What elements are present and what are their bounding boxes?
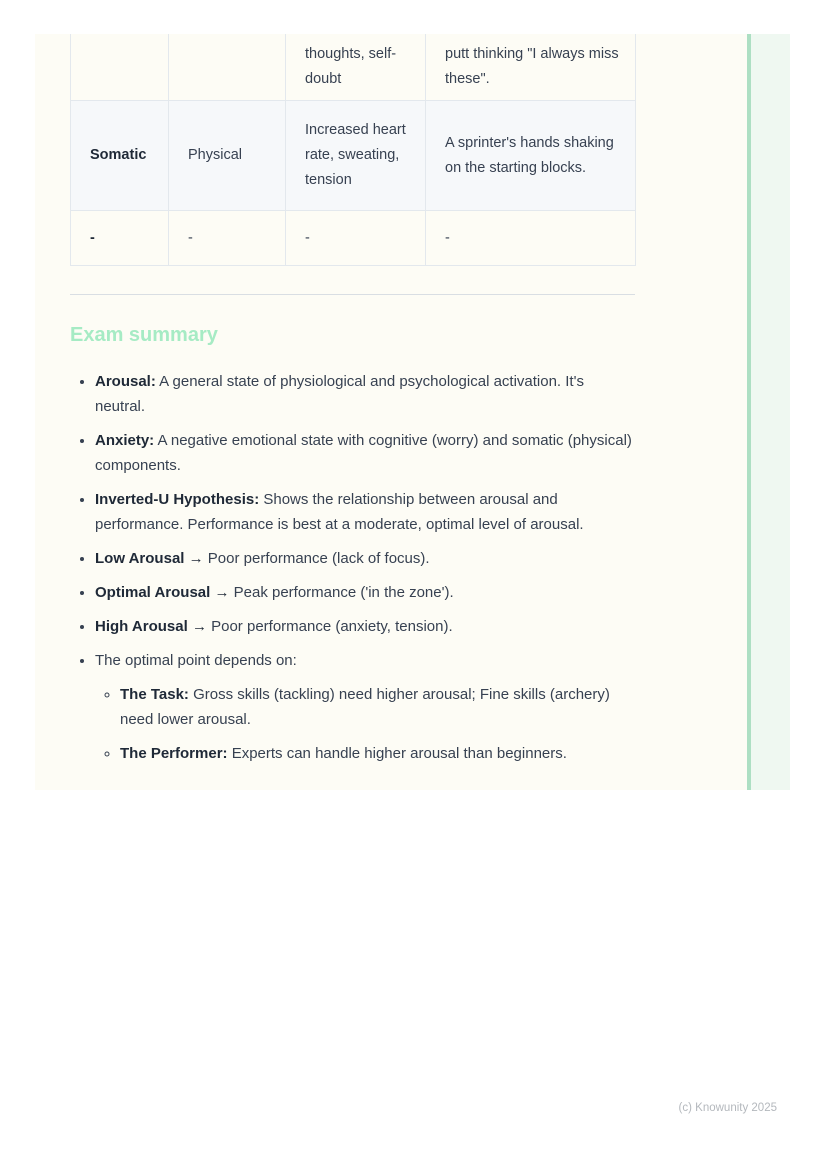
table-cell: - bbox=[426, 211, 636, 266]
table-cell: Somatic bbox=[71, 101, 169, 211]
list-item bbox=[95, 648, 635, 766]
list-item-text: Poor performance (anxiety, tension). bbox=[206, 618, 453, 635]
list-item bbox=[95, 580, 635, 605]
list-item bbox=[95, 546, 635, 571]
table-cell: thoughts, self-doubt bbox=[286, 34, 426, 101]
list-item-text: Shows the relationship between arousal and performance. Performance is best at a moderate, optimal level of arousal. bbox=[95, 491, 584, 533]
table-row bbox=[71, 34, 636, 101]
list-item-text: Gross skills (tackling) need higher arousal; Fine skills (archery) need lower arousal. bbox=[120, 686, 610, 728]
list-item-lead: Inverted-U Hypothesis: bbox=[95, 491, 260, 508]
list-item-lead: The Performer: bbox=[120, 745, 228, 762]
exam-summary-list bbox=[70, 369, 635, 766]
note-page-card bbox=[35, 34, 790, 790]
table-cell: A sprinter's hands shaking on the starting blocks. bbox=[426, 101, 636, 211]
table-cell: putt thinking "I always miss these". bbox=[426, 34, 636, 101]
exam-summary-heading: Exam summary bbox=[70, 324, 218, 346]
list-item bbox=[95, 369, 635, 419]
list-item-text: Experts can handle higher arousal than beginners. bbox=[227, 745, 567, 762]
page-content bbox=[70, 34, 635, 775]
table-cell: - bbox=[71, 211, 169, 266]
table-row bbox=[71, 101, 636, 211]
table-cell bbox=[169, 34, 286, 101]
list-item bbox=[95, 614, 635, 639]
sub-list-item bbox=[120, 682, 635, 732]
table-cell bbox=[71, 34, 169, 101]
list-item-lead: Anxiety: bbox=[95, 432, 155, 449]
list-item bbox=[95, 428, 635, 478]
list-item-text: Peak performance ('in the zone'). bbox=[229, 584, 454, 601]
page-edge-accent-band bbox=[751, 34, 790, 790]
list-item-text: A general state of physiological and psychological activation. It's neutral. bbox=[95, 373, 584, 415]
table-cell: Increased heart rate, sweating, tension bbox=[286, 101, 426, 211]
list-item-lead: Low Arousal → bbox=[95, 550, 204, 567]
list-item bbox=[95, 487, 635, 537]
table-row bbox=[71, 211, 636, 266]
list-item-text: The optimal point depends on: bbox=[95, 652, 297, 669]
table-cell: - bbox=[169, 211, 286, 266]
list-item-lead: Arousal: bbox=[95, 373, 156, 390]
sub-list-item bbox=[120, 741, 635, 766]
list-item-text: A negative emotional state with cognitive (worry) and somatic (physical) components. bbox=[95, 432, 632, 474]
table-cell: Physical bbox=[169, 101, 286, 211]
anxiety-types-table bbox=[70, 34, 636, 266]
list-item-text: Poor performance (lack of focus). bbox=[203, 550, 430, 567]
list-item-lead: The Task: bbox=[120, 686, 189, 703]
table-cell: - bbox=[286, 211, 426, 266]
copyright-footer: (c) Knowunity 2025 bbox=[678, 1102, 777, 1114]
list-item-lead: Optimal Arousal → bbox=[95, 584, 230, 601]
exam-summary-sublist bbox=[95, 682, 635, 766]
list-item-lead: High Arousal → bbox=[95, 618, 207, 635]
section-divider bbox=[70, 294, 635, 295]
